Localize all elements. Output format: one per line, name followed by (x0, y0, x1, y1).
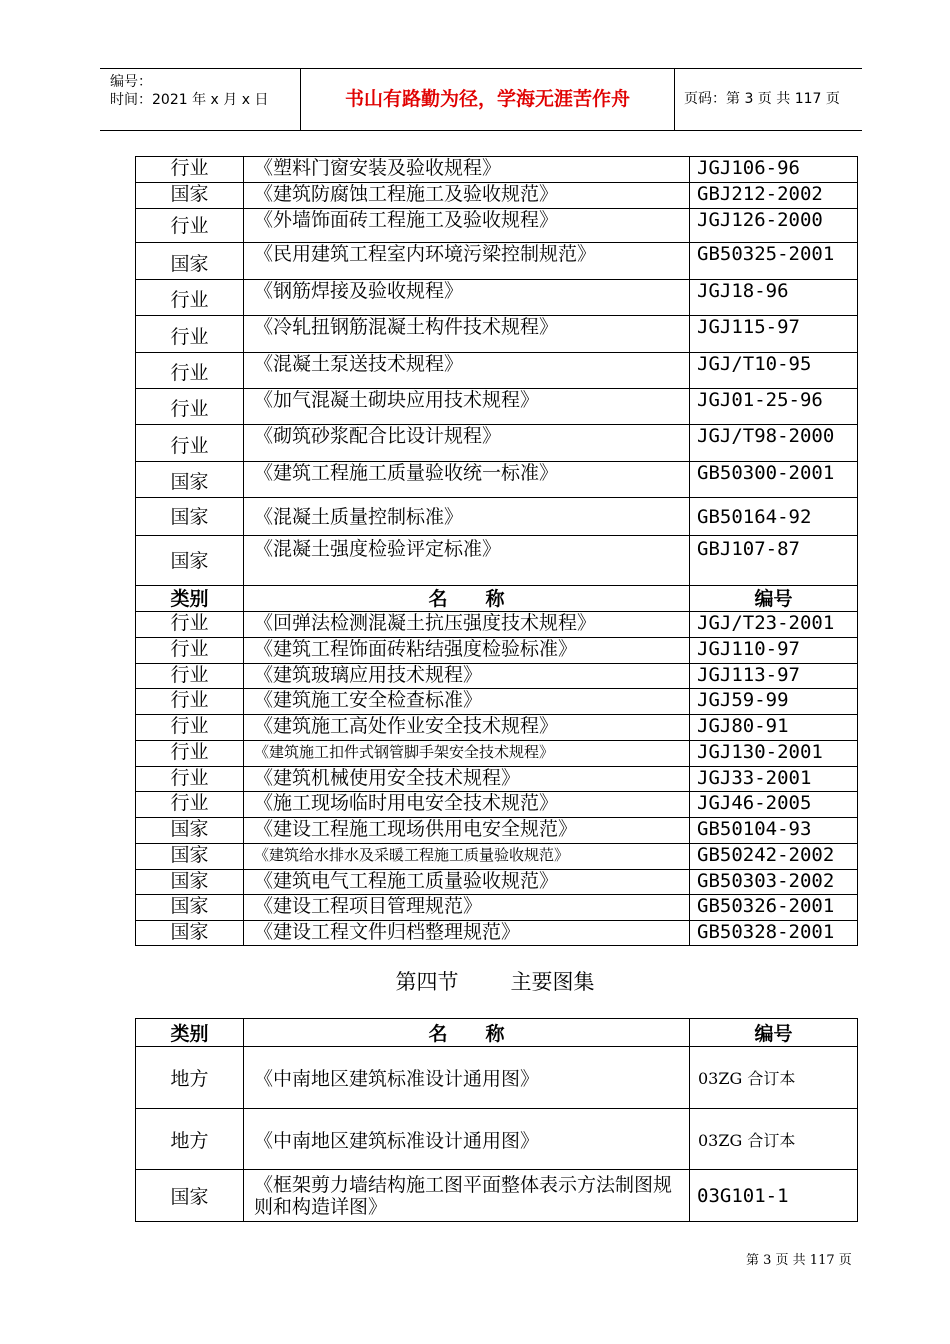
category-cell: 国家 (136, 183, 244, 209)
name-cell: 《加气混凝土砌块应用技术规程》 (244, 389, 690, 425)
name-cell: 《建筑工程饰面砖粘结强度检验标准》 (244, 638, 690, 664)
code-cell: JGJ18-96 (690, 280, 858, 316)
section-number: 第四节 (395, 970, 459, 994)
category-cell: 行业 (136, 741, 244, 767)
category-cell: 国家 (136, 498, 244, 536)
category-cell: 行业 (136, 792, 244, 818)
page-footer: 第 3 页 共 117 页 (746, 1253, 852, 1268)
table-row (136, 792, 858, 818)
table-row (136, 316, 858, 353)
category-cell: 国家 (136, 536, 244, 586)
name-cell: 《建筑电气工程施工质量验收规范》 (244, 870, 690, 895)
table-row (136, 353, 858, 389)
name-cell: 《民用建筑工程室内环境污梁控制规范》 (244, 243, 690, 280)
name-cell: 《建筑工程施工质量验收统一标准》 (244, 462, 690, 498)
category-cell: 行业 (136, 425, 244, 462)
table-row (136, 243, 858, 280)
code-cell: JGJ126-2000 (690, 209, 858, 243)
name-cell: 《中南地区建筑标准设计通用图》 (244, 1109, 690, 1170)
name-cell: 《冷轧扭钢筋混凝土构件技术规程》 (244, 316, 690, 353)
name-cell: 《塑料门窗安装及验收规程》 (244, 157, 690, 183)
table-row (136, 689, 858, 715)
header-category: 类别 (136, 1019, 244, 1047)
table-row (136, 536, 858, 586)
table-row (136, 741, 858, 767)
table-header-row (136, 1019, 858, 1047)
category-cell: 国家 (136, 870, 244, 895)
name-cell: 《建筑施工扣件式钢管脚手架安全技术规程》 (244, 741, 690, 767)
category-cell: 行业 (136, 612, 244, 638)
category-cell: 地方 (136, 1109, 244, 1170)
name-cell: 《钢筋焊接及验收规程》 (244, 280, 690, 316)
name-cell: 《建筑防腐蚀工程施工及验收规范》 (244, 183, 690, 209)
category-cell: 国家 (136, 1170, 244, 1222)
code-cell: JGJ115-97 (690, 316, 858, 353)
name-cell: 《建筑机械使用安全技术规程》 (244, 767, 690, 792)
category-cell: 国家 (136, 243, 244, 280)
code-cell: JGJ01-25-96 (690, 389, 858, 425)
name-cell: 《建筑施工高处作业安全技术规程》 (244, 715, 690, 741)
name-cell: 《混凝土泵送技术规程》 (244, 353, 690, 389)
code-cell: JGJ/T98-2000 (690, 425, 858, 462)
code-cell: GB50303-2002 (690, 870, 858, 895)
atlas-table (135, 1018, 858, 1222)
code-cell: GB50242-2002 (690, 844, 858, 870)
code-cell: JGJ130-2001 (690, 741, 858, 767)
name-cell: 《砌筑砂浆配合比设计规程》 (244, 425, 690, 462)
table-row (136, 498, 858, 536)
code-cell: GBJ212-2002 (690, 183, 858, 209)
category-cell: 行业 (136, 353, 244, 389)
table-row (136, 209, 858, 243)
name-cell: 《建筑施工安全检查标准》 (244, 689, 690, 715)
table-row (136, 715, 858, 741)
code-cell: JGJ110-97 (690, 638, 858, 664)
table-row (136, 1109, 858, 1170)
table-row (136, 157, 858, 183)
table-row (136, 767, 858, 792)
code-cell: 03ZG 合订本 (690, 1047, 858, 1109)
category-cell: 行业 (136, 638, 244, 664)
category-cell: 行业 (136, 280, 244, 316)
code-cell: GB50328-2001 (690, 921, 858, 946)
name-cell: 《建设工程项目管理规范》 (244, 895, 690, 921)
header-category: 类别 (136, 586, 244, 612)
category-cell: 地方 (136, 1047, 244, 1109)
code-cell: GB50164-92 (690, 498, 858, 536)
header-name: 名 称 (244, 586, 690, 612)
name-cell: 《施工现场临时用电安全技术规范》 (244, 792, 690, 818)
table-row (136, 895, 858, 921)
table-row (136, 870, 858, 895)
code-cell: JGJ33-2001 (690, 767, 858, 792)
table-row (136, 921, 858, 946)
table-row (136, 389, 858, 425)
section-title: 主要图集 (510, 970, 595, 994)
code-cell: GB50325-2001 (690, 243, 858, 280)
category-cell: 行业 (136, 664, 244, 689)
code-cell: JGJ106-96 (690, 157, 858, 183)
category-cell: 国家 (136, 462, 244, 498)
standards-table (135, 156, 858, 946)
code-cell: 03ZG 合订本 (690, 1109, 858, 1170)
name-cell: 《框架剪力墙结构施工图平面整体表示方法制图规则和构造详图》 (244, 1170, 690, 1222)
name-cell: 《回弹法检测混凝土抗压强度技术规程》 (244, 612, 690, 638)
category-cell: 国家 (136, 844, 244, 870)
header-name: 名 称 (244, 1019, 690, 1047)
code-cell: 03G101-1 (690, 1170, 858, 1222)
name-cell: 《混凝土强度检验评定标准》 (244, 536, 690, 586)
category-cell: 行业 (136, 157, 244, 183)
table-row (136, 462, 858, 498)
section-heading (0, 966, 950, 996)
name-cell: 《建设工程文件归档整理规范》 (244, 921, 690, 946)
category-cell: 行业 (136, 689, 244, 715)
header-code: 编号 (690, 1019, 858, 1047)
code-cell: JGJ46-2005 (690, 792, 858, 818)
category-cell: 国家 (136, 921, 244, 946)
category-cell: 国家 (136, 818, 244, 844)
table-row (136, 1047, 858, 1109)
category-cell: 行业 (136, 209, 244, 243)
category-cell: 行业 (136, 316, 244, 353)
header-meta (100, 69, 301, 130)
name-cell: 《建筑给水排水及采暖工程施工质量验收规范》 (244, 844, 690, 870)
code-cell: GB50300-2001 (690, 462, 858, 498)
code-cell: JGJ/T10-95 (690, 353, 858, 389)
code-cell: GB50104-93 (690, 818, 858, 844)
category-cell: 行业 (136, 715, 244, 741)
code-cell: JGJ80-91 (690, 715, 858, 741)
name-cell: 《混凝土质量控制标准》 (244, 498, 690, 536)
name-cell: 《中南地区建筑标准设计通用图》 (244, 1047, 690, 1109)
header-page-label: 页码：第 3 页 共 117 页 (684, 91, 840, 107)
header-code: 编号 (690, 586, 858, 612)
time-label: 时间：2021 年 x 月 x 日 (110, 92, 269, 108)
name-cell: 《建筑玻璃应用技术规程》 (244, 664, 690, 689)
category-cell: 行业 (136, 767, 244, 792)
table-row (136, 1170, 858, 1222)
table-row (136, 425, 858, 462)
code-cell: JGJ59-99 (690, 689, 858, 715)
page-header (100, 68, 862, 131)
table-header-row (136, 586, 858, 612)
table-row (136, 638, 858, 664)
table-row (136, 280, 858, 316)
header-slogan: 书山有路勤为径，学海无涯苦作舟 (301, 69, 675, 130)
code-cell: JGJ/T23-2001 (690, 612, 858, 638)
table-row (136, 612, 858, 638)
code-cell: GBJ107-87 (690, 536, 858, 586)
code-cell: JGJ113-97 (690, 664, 858, 689)
table-row (136, 183, 858, 209)
category-cell: 国家 (136, 895, 244, 921)
category-cell: 行业 (136, 389, 244, 425)
table-row (136, 818, 858, 844)
table-row (136, 844, 858, 870)
name-cell: 《外墙饰面砖工程施工及验收规程》 (244, 209, 690, 243)
name-cell: 《建设工程施工现场供用电安全规范》 (244, 818, 690, 844)
doc-number-label: 编号： (110, 74, 152, 90)
code-cell: GB50326-2001 (690, 895, 858, 921)
table-row (136, 664, 858, 689)
